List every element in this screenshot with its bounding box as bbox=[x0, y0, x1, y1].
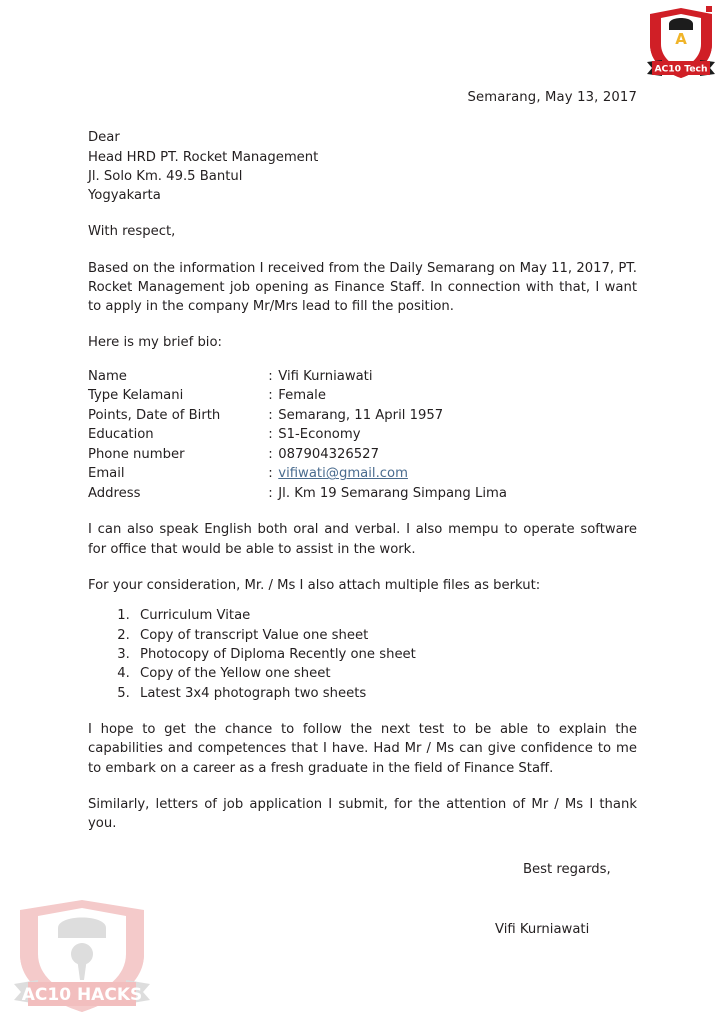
bio-row-label: Email bbox=[88, 466, 125, 482]
bio-row-separator: : bbox=[268, 446, 273, 462]
bio-row-value: Semarang, 11 April 1957 bbox=[278, 407, 444, 423]
recipient-block bbox=[88, 128, 637, 205]
bio-row-value: Jl. Km 19 Semarang Simpang Lima bbox=[278, 485, 507, 501]
bio-row-label: Points, Date of Birth bbox=[88, 407, 221, 423]
bio-row bbox=[88, 484, 507, 504]
attachment-item: 1. Curriculum Vitae bbox=[134, 606, 637, 625]
bio-row-value: S1-Economy bbox=[278, 427, 361, 443]
bio-table bbox=[88, 367, 507, 504]
bio-row bbox=[88, 406, 507, 426]
letter-body bbox=[88, 0, 637, 939]
hope-paragraph: I hope to get the chance to follow the next test to be able to explain the capabilities and competences that I have. Had Mr / Ms can give confidence to me to embark on a career as a fresh graduate in the field of Finance Staff. bbox=[88, 722, 637, 776]
bio-heading: Here is my brief bio: bbox=[88, 335, 222, 351]
attachment-item: 3. Photocopy of Diploma Recently one sheet bbox=[134, 645, 637, 664]
attachment-item: 4. Copy of the Yellow one sheet bbox=[134, 664, 637, 683]
email-link[interactable]: vifiwati@gmail.com bbox=[278, 466, 408, 482]
bio-row-label: Education bbox=[88, 427, 154, 443]
watermark-banner-text: AC10 HACKS bbox=[21, 985, 143, 1005]
date-line: Semarang, May 13, 2017 bbox=[467, 90, 637, 105]
skills-paragraph: I can also speak English both oral and verbal. I also mempu to operate software for office that would be able to assist in the work. bbox=[88, 522, 637, 557]
salutation: Dear bbox=[88, 130, 120, 146]
bio-row-separator: : bbox=[268, 368, 273, 384]
attachments-intro: For your consideration, Mr. / Ms I also attach multiple files as berkut: bbox=[88, 577, 541, 593]
signer-name: Vifi Kurniawati bbox=[495, 921, 590, 937]
bio-row-separator: : bbox=[268, 427, 273, 443]
bio-row bbox=[88, 386, 507, 406]
closing-paragraph: Similarly, letters of job application I submit, for the attention of Mr / Ms I thank you. bbox=[88, 797, 637, 832]
bio-row-value[interactable] bbox=[278, 464, 507, 484]
attachment-item: 5. Latest 3x4 photograph two sheets bbox=[134, 684, 637, 703]
attachment-item: 2. Copy of transcript Value one sheet bbox=[134, 626, 637, 645]
intro-paragraph: Based on the information I received from the Daily Semarang on May 11, 2017, PT. Rocket Management job opening as Finance Staff. In connection with that, I want to apply in the company Mr/Mrs lead to fill the position. bbox=[88, 260, 637, 315]
bio-row-separator: : bbox=[268, 407, 273, 423]
svg-text:A: A bbox=[675, 30, 687, 48]
shield-keyhole-watermark-icon bbox=[8, 892, 156, 1018]
bio-row-value: 087904326527 bbox=[278, 446, 379, 462]
bio-row-label: Phone number bbox=[88, 446, 185, 462]
recipient-line-3: Yogyakarta bbox=[88, 188, 161, 204]
signoff: Best regards, bbox=[523, 861, 611, 877]
recipient-line-1: Head HRD PT. Rocket Management bbox=[88, 149, 319, 165]
bio-row-label: Type Kelamani bbox=[88, 388, 184, 404]
bio-row-value: Female bbox=[278, 388, 326, 404]
bio-row bbox=[88, 425, 507, 445]
bio-row-separator: : bbox=[268, 485, 273, 501]
bio-row-value: Vifi Kurniawati bbox=[278, 368, 373, 384]
bio-row bbox=[88, 367, 507, 387]
recipient-line-2: Jl. Solo Km. 49.5 Bantul bbox=[88, 168, 243, 184]
bio-row-label: Name bbox=[88, 368, 127, 384]
opening-line: With respect, bbox=[88, 224, 176, 240]
shield-logo-icon bbox=[642, 4, 720, 84]
logo-banner-text: AC10 Tech bbox=[654, 63, 708, 75]
bio-row bbox=[88, 464, 507, 484]
bio-table-body bbox=[88, 367, 507, 504]
bio-row bbox=[88, 445, 507, 465]
bio-row-separator: : bbox=[268, 388, 273, 404]
bio-row-separator: : bbox=[268, 466, 273, 482]
attachments-list bbox=[88, 606, 637, 703]
bio-row-label: Address bbox=[88, 485, 141, 501]
